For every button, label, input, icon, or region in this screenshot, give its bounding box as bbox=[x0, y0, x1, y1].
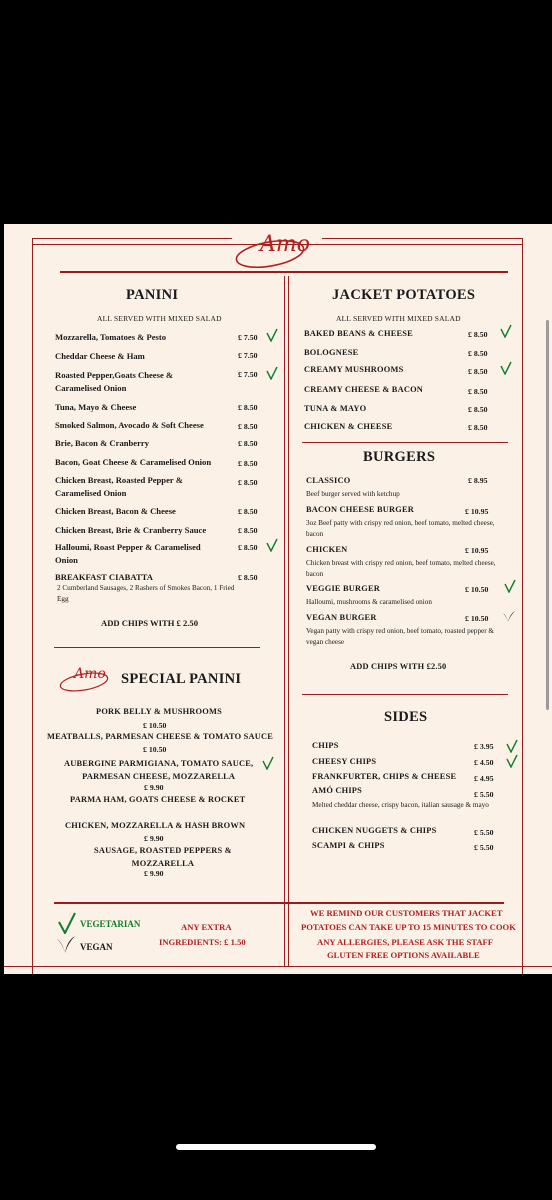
panini-item bbox=[55, 369, 173, 395]
burger-desc: Chicken breast with crispy red onion, beef tomato, melted cheese, bacon bbox=[306, 559, 496, 578]
footer-rule bbox=[54, 902, 504, 904]
side-item: CHIPS bbox=[312, 741, 339, 750]
special-item: MEATBALLS, PARMESAN CHEESE & TOMATO SAUCE bbox=[47, 732, 273, 741]
panini-price: £ 8.50 bbox=[238, 439, 258, 448]
side-price: £ 4.50 bbox=[474, 758, 494, 767]
top-rule-right bbox=[322, 238, 522, 239]
special-item-line: AUBERGINE PARMIGIANA, TOMATO SAUCE, bbox=[64, 759, 254, 768]
notice-line3: ANY ALLERGIES, PLEASE ASK THE STAFF bbox=[317, 937, 494, 947]
panini-item-line: Caramelised Onion bbox=[55, 383, 127, 393]
panini-price: £ 8.50 bbox=[238, 459, 258, 468]
special-item-line: MOZZARELLA bbox=[131, 859, 195, 868]
side-price: £ 5.50 bbox=[474, 828, 494, 837]
special-item-line: PARMESAN CHEESE, MOZZARELLA bbox=[82, 772, 236, 781]
panini-price: £ 8.50 bbox=[238, 403, 258, 412]
special-item: PORK BELLY & MUSHROOMS bbox=[96, 707, 222, 716]
special-price: £ 9.90 bbox=[144, 869, 164, 878]
brand-logo bbox=[230, 228, 326, 270]
panini-item: Bacon, Goat Cheese & Caramelised Onion bbox=[55, 457, 212, 467]
vegan-icon bbox=[56, 935, 76, 955]
panini-item bbox=[55, 474, 183, 500]
burgers-title: BURGERS bbox=[363, 449, 436, 465]
burger-desc: Vegan patty with crispy red onion, beef tomato, roasted pepper & vegan cheese bbox=[306, 627, 495, 646]
panini-price: £ 7.50 bbox=[238, 333, 258, 342]
panini-item bbox=[55, 541, 201, 567]
special-item bbox=[94, 844, 232, 870]
burger-item: CHICKEN bbox=[306, 545, 348, 554]
special-price: £ 10.50 bbox=[143, 745, 167, 754]
panini-subtitle: ALL SERVED WITH MIXED SALAD bbox=[97, 314, 222, 323]
jacket-subtitle: ALL SERVED WITH MIXED SALAD bbox=[336, 314, 461, 323]
burger-desc: 3oz Beef patty with crispy red onion, beef tomato, melted cheese, bacon bbox=[306, 519, 495, 538]
brand-logo-small-text: Amo bbox=[74, 666, 106, 682]
scrollbar[interactable] bbox=[546, 320, 549, 710]
vegetarian-icon bbox=[506, 739, 518, 753]
panini-price: £ 8.50 bbox=[238, 543, 258, 552]
panini-price: £ 8.50 bbox=[238, 526, 258, 535]
burger-price: £ 10.95 bbox=[465, 546, 489, 555]
vegetarian-icon bbox=[262, 756, 274, 770]
burger-item: VEGAN BURGER bbox=[306, 613, 377, 622]
panini-item: BREAKFAST CIABATTA bbox=[55, 572, 153, 582]
jacket-price: £ 8.50 bbox=[468, 349, 488, 358]
header-rule bbox=[60, 271, 508, 273]
legend-vegetarian: VEGETARIAN bbox=[80, 919, 141, 929]
vegetarian-icon bbox=[506, 754, 518, 768]
burger-price: £ 8.95 bbox=[468, 476, 488, 485]
burgers-add-chips: ADD CHIPS WITH £2.50 bbox=[350, 662, 447, 671]
special-item bbox=[64, 757, 253, 783]
panini-item-line: Chicken Breast, Roasted Pepper & bbox=[55, 475, 183, 485]
special-item-line: SAUSAGE, ROASTED PEPPERS & bbox=[94, 846, 232, 855]
panini-item-line: Caramelised Onion bbox=[55, 488, 127, 498]
bottom-rule bbox=[4, 966, 552, 967]
vegetarian-icon bbox=[266, 366, 278, 380]
burger-item: VEGGIE BURGER bbox=[306, 584, 381, 593]
jacket-price: £ 8.50 bbox=[468, 423, 488, 432]
panini-item: Chicken Breast, Bacon & Cheese bbox=[55, 506, 176, 516]
burger-desc: Halloumi, mushrooms & caramelised onion bbox=[306, 598, 432, 606]
frame-right bbox=[522, 238, 523, 974]
panini-price: £ 7.50 bbox=[238, 351, 258, 360]
panini-item: Tuna, Mayo & Cheese bbox=[55, 402, 137, 412]
burger-desc: Beef burger served with ketchup bbox=[306, 490, 400, 498]
panini-item-line: Roasted Pepper,Goats Cheese & bbox=[55, 370, 174, 380]
side-price: £ 3.95 bbox=[474, 742, 494, 751]
brand-logo-small bbox=[56, 664, 118, 694]
side-item: SCAMPI & CHIPS bbox=[312, 841, 385, 850]
panini-item: Chicken Breast, Brie & Cranberry Sauce bbox=[55, 525, 207, 535]
special-item: PARMA HAM, GOATS CHEESE & ROCKET bbox=[70, 795, 246, 804]
brand-logo-text: Amo bbox=[260, 232, 310, 257]
jacket-item: CREAMY MUSHROOMS bbox=[304, 365, 404, 374]
vegetarian-icon bbox=[266, 538, 278, 552]
special-price: £ 9.90 bbox=[144, 783, 164, 792]
panini-item: Smoked Salmon, Avocado & Soft Cheese bbox=[55, 420, 204, 430]
extras-line1: ANY EXTRA bbox=[181, 922, 232, 932]
side-item: AMÓ CHIPS bbox=[312, 786, 362, 795]
panini-price: £ 8.50 bbox=[238, 507, 258, 516]
home-indicator[interactable] bbox=[176, 1144, 376, 1150]
panini-item: Brie, Bacon & Cranberry bbox=[55, 438, 150, 448]
burger-item: BACON CHEESE BURGER bbox=[306, 505, 415, 514]
vegetarian-icon bbox=[266, 328, 278, 342]
panini-title: PANINI bbox=[126, 287, 179, 303]
burger-price: £ 10.95 bbox=[465, 507, 489, 516]
jacket-item: CREAMY CHEESE & BACON bbox=[304, 385, 424, 394]
jacket-item: CHICKEN & CHEESE bbox=[304, 422, 393, 431]
special-panini-title: SPECIAL PANINI bbox=[121, 671, 242, 687]
notice-line4: GLUTEN FREE OPTIONS AVAILABLE bbox=[327, 950, 480, 960]
panini-price: £ 8.50 bbox=[238, 422, 258, 431]
notice-line2: POTATOES CAN TAKE UP TO 15 MINUTES TO COOK bbox=[301, 922, 516, 932]
special-item: CHICKEN, MOZZARELLA & HASH BROWN bbox=[65, 821, 246, 830]
vegan-icon bbox=[502, 610, 514, 624]
jacket-price: £ 8.50 bbox=[468, 330, 488, 339]
notice-line1: WE REMIND OUR CUSTOMERS THAT JACKET bbox=[310, 908, 503, 918]
panini-add-chips: ADD CHIPS WITH £ 2.50 bbox=[101, 618, 199, 628]
vegetarian-icon bbox=[504, 579, 516, 593]
jacket-item: TUNA & MAYO bbox=[304, 404, 367, 413]
center-divider-1 bbox=[284, 276, 285, 966]
jacket-item: BOLOGNESE bbox=[304, 348, 359, 357]
vegetarian-icon bbox=[58, 912, 76, 934]
burger-price: £ 10.50 bbox=[465, 614, 489, 623]
panini-item: Mozzarella, Tomatoes & Pesto bbox=[55, 332, 167, 342]
vegetarian-icon bbox=[500, 324, 512, 338]
panini-price: £ 7.50 bbox=[238, 370, 258, 379]
jacket-item: BAKED BEANS & CHEESE bbox=[304, 329, 413, 338]
side-price: £ 5.50 bbox=[474, 790, 494, 799]
special-price: £ 10.50 bbox=[143, 721, 167, 730]
menu-page bbox=[4, 224, 552, 974]
panini-item-line: Halloumi, Roast Pepper & Caramelised bbox=[55, 542, 201, 552]
side-item: FRANKFURTER, CHIPS & CHEESE bbox=[312, 772, 457, 781]
panini-item-desc: 2 Cumberland Sausages, 2 Rashers of Smokes Bacon, 1 Fried Egg bbox=[57, 584, 235, 603]
side-desc: Melted cheddar cheese, crispy bacon, italian sausage & mayo bbox=[312, 801, 489, 809]
panini-divider bbox=[54, 647, 260, 648]
side-item: CHICKEN NUGGETS & CHIPS bbox=[312, 826, 437, 835]
panini-price: £ 8.50 bbox=[238, 573, 258, 582]
jacket-price: £ 8.50 bbox=[468, 405, 488, 414]
burger-divider bbox=[302, 694, 508, 695]
jacket-price: £ 8.50 bbox=[468, 367, 488, 376]
side-item: CHEESY CHIPS bbox=[312, 757, 377, 766]
burger-price: £ 10.50 bbox=[465, 585, 489, 594]
panini-item: Cheddar Cheese & Ham bbox=[55, 351, 145, 361]
sides-title: SIDES bbox=[384, 709, 428, 725]
side-price: £ 4.95 bbox=[474, 774, 494, 783]
special-price: £ 9.90 bbox=[144, 834, 164, 843]
jacket-price: £ 8.50 bbox=[468, 387, 488, 396]
jacket-divider bbox=[302, 442, 508, 443]
extras-line2: INGREDIENTS: £ 1.50 bbox=[159, 937, 246, 947]
legend-vegan: VEGAN bbox=[80, 942, 113, 952]
top-rule-left bbox=[32, 238, 232, 239]
vegetarian-icon bbox=[500, 361, 512, 375]
panini-item-line: Onion bbox=[55, 555, 78, 565]
frame-left bbox=[32, 238, 33, 974]
burger-item: CLASSICO bbox=[306, 476, 351, 485]
jacket-title: JACKET POTATOES bbox=[332, 287, 476, 303]
side-price: £ 5.50 bbox=[474, 843, 494, 852]
panini-price: £ 8.50 bbox=[238, 478, 258, 487]
center-divider-2 bbox=[288, 276, 289, 966]
